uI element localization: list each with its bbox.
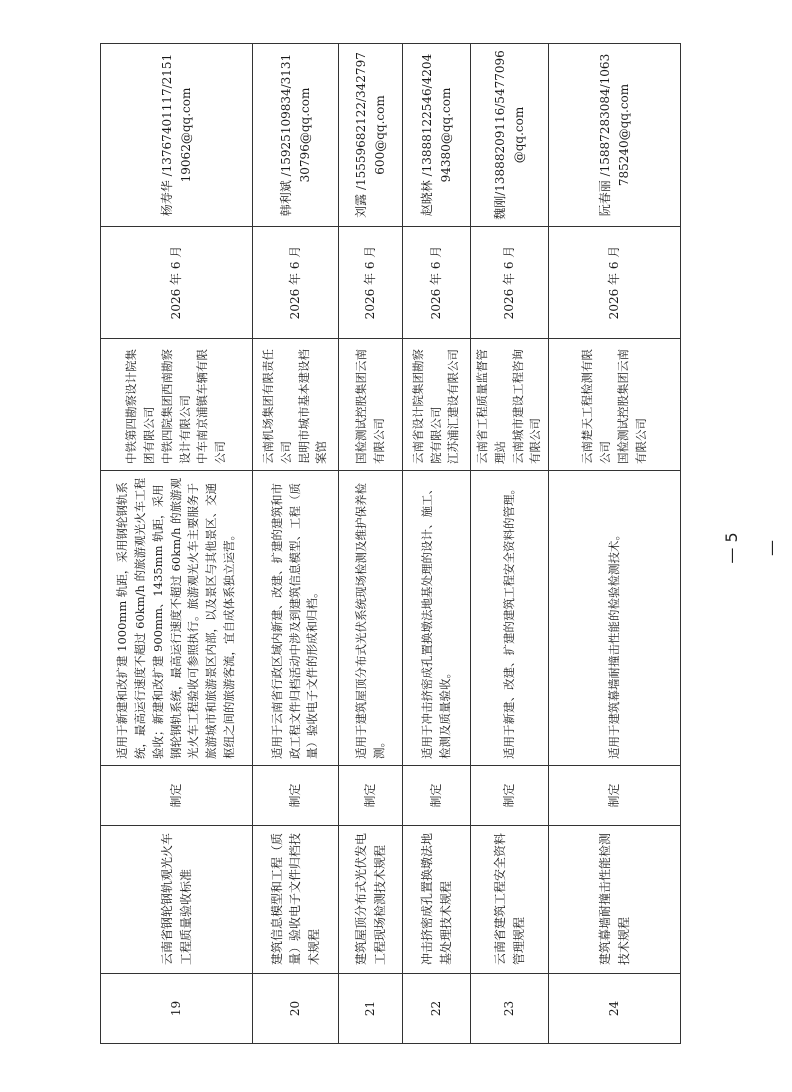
contact-info: 杨寿华 /13767401117/215119062@qq.com: [101, 44, 253, 227]
contact-info: 韩利斌 /15925109834/313130796@qq.com: [253, 44, 339, 227]
completion-date: 2026 年 6 月: [471, 227, 549, 339]
row-number: 21: [339, 974, 403, 1044]
responsible-units: [339, 339, 403, 471]
standard-name: 建筑屋顶分布式光伏发电工程现场检测技术规程: [339, 826, 403, 974]
completion-date: 2026 年 6 月: [101, 227, 253, 339]
completion-date: 2026 年 6 月: [549, 227, 681, 339]
standard-type: 制定: [339, 766, 403, 826]
responsible-units: [471, 339, 549, 471]
scope-text: 适用于新建、改建、扩建的建筑工程安全资料的管理。: [471, 471, 549, 766]
table-row: [403, 44, 471, 1044]
scope-text: 适用于建筑屋顶分布式光伏系统现场检测及维护保养检测。: [339, 471, 403, 766]
standard-name: 云南省建筑工程安全资料管理规程: [471, 826, 549, 974]
unit-line: 云南城市建设工程咨询有限公司: [510, 349, 543, 464]
page-number: — 5 —: [722, 532, 781, 564]
unit-line: 国检测试控股集团云南有限公司: [615, 349, 648, 464]
standard-type: 制定: [471, 766, 549, 826]
responsible-units: [101, 339, 253, 471]
contact-info: 赵晓林 /13888122546/420494380@qq.com: [403, 44, 471, 227]
standard-name: 建筑信息模型和工程（质量）验收电子文件归档技术规程: [253, 826, 339, 974]
unit-line: 江苏浦汇建设有限公司: [446, 349, 461, 464]
unit-line: 国检测试控股集团云南有限公司: [353, 349, 386, 464]
row-number: 24: [549, 974, 681, 1044]
scope-text: 适用于云南省行政区域内新建、改建、扩建的建筑和市政工程文件归档活动中涉及到建筑信息模型、工程（质量）验收电子文件的形成和归档。: [253, 471, 339, 766]
standard-name: 建筑幕墙耐撞击性能检测技术规程: [549, 826, 681, 974]
scope-text: 适用于冲击挤密成孔置换墩法地基处理的设计、施工、检测及质量验收。: [403, 471, 471, 766]
unit-line: 昆明市城市基本建设档案馆: [296, 349, 329, 464]
completion-date: 2026 年 6 月: [253, 227, 339, 339]
standard-type: 制定: [253, 766, 339, 826]
responsible-units: [549, 339, 681, 471]
unit-line: 中铁第四勘察设计院集团有限公司: [124, 349, 156, 464]
unit-line: 中铁四院集团西南勘察设计有限公司: [159, 349, 192, 464]
table-row: [253, 44, 339, 1044]
unit-line: 云南楚天工程检测有限公司: [580, 349, 612, 464]
scope-text: 适用于新建和改扩建 1000mm 轨距，采用钢轮钢轨系统，最高运行速度不超过 60km/h 的旅游观光火车工程验收；新建和改扩建 900mm、1435mm 轨距，采用钢轮钢轨系统，最高运行速度不超过 60km/h 的旅游观光火车工程验收可参照执行。旅游观光火车主要服务于旅游城市和旅游景区内部，以及景区与其他景区、交通枢纽之间的旅游客流，宜自成体系独立运营。: [101, 471, 253, 766]
standards-table-rotated: [100, 44, 670, 1044]
standards-table: [100, 43, 681, 1044]
unit-line: 云南机场集团有限责任公司: [260, 349, 293, 464]
unit-line: 云南省工程质量监督管理站: [475, 349, 507, 464]
completion-date: 2026 年 6 月: [403, 227, 471, 339]
responsible-units: [403, 339, 471, 471]
row-number: 20: [253, 974, 339, 1044]
contact-info: 刘露 /15559682122/342797600@qq.com: [339, 44, 403, 227]
completion-date: 2026 年 6 月: [339, 227, 403, 339]
unit-line: 中车南京浦镇车辆有限公司: [195, 349, 228, 464]
table-row: [549, 44, 681, 1044]
unit-line: 云南省设计院集团勘察院有限公司: [410, 349, 443, 464]
row-number: 23: [471, 974, 549, 1044]
row-number: 19: [101, 974, 253, 1044]
scope-text: 适用于建筑幕墙耐撞击性能的检验检测技术。: [549, 471, 681, 766]
table-row: [471, 44, 549, 1044]
standard-type: 制定: [101, 766, 253, 826]
standard-type: 制定: [403, 766, 471, 826]
responsible-units: [253, 339, 339, 471]
standard-name: 云南省钢轮钢轨观光火车工程质量验收标准: [101, 826, 253, 974]
contact-info: 魏刚/13888209116/5477096@qq.com: [471, 44, 549, 227]
standard-name: 冲击挤密成孔置换墩法地基处理技术规程: [403, 826, 471, 974]
contact-info: 阮春丽 /15887283084/1063785240@qq.com: [549, 44, 681, 227]
row-number: 22: [403, 974, 471, 1044]
standard-type: 制定: [549, 766, 681, 826]
table-row: [339, 44, 403, 1044]
table-row: [101, 44, 253, 1044]
